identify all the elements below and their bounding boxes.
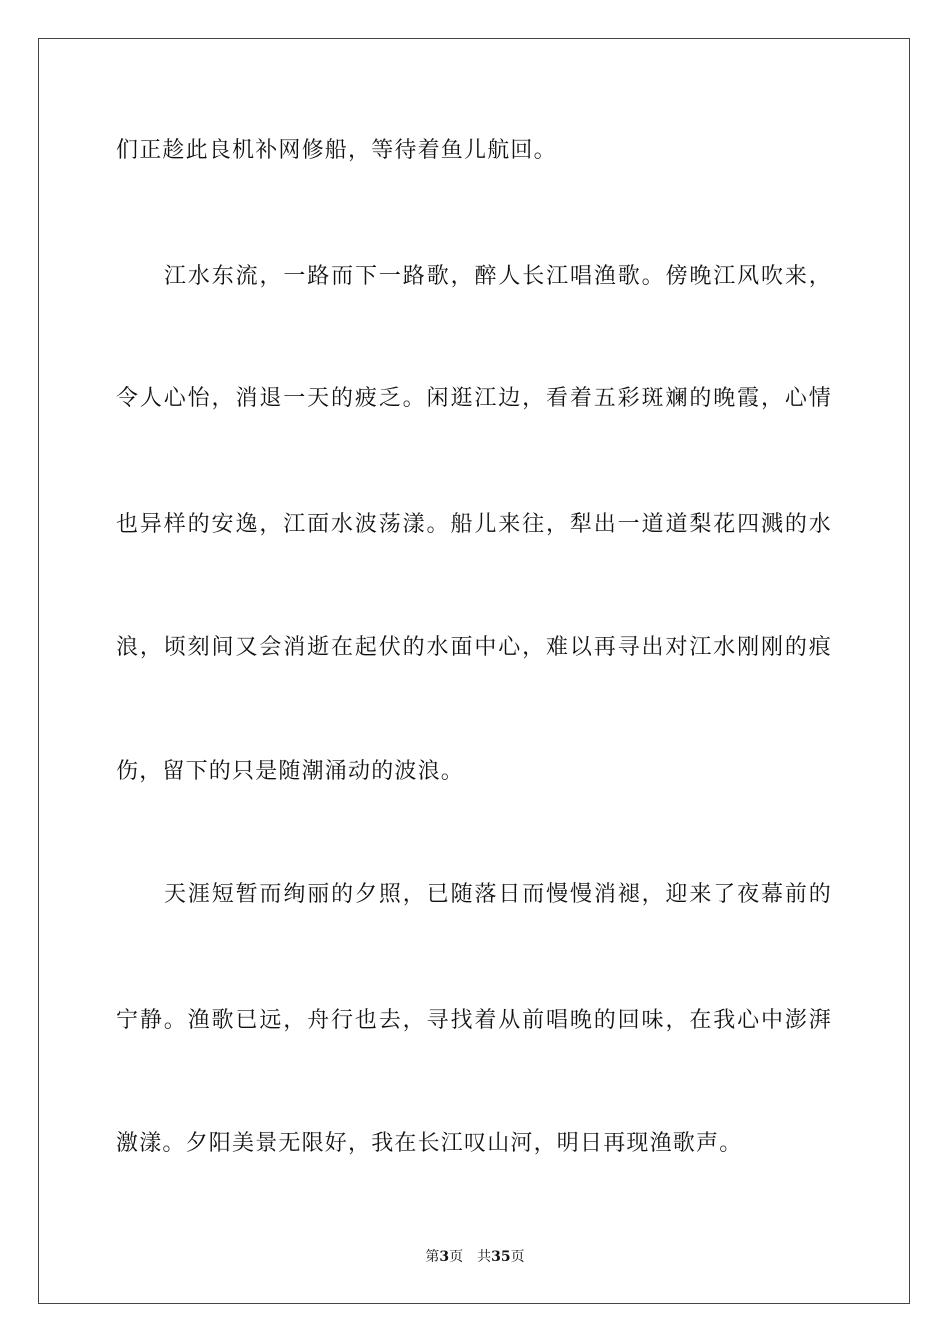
page-footer <box>0 1246 950 1266</box>
paragraph-line-7: 天涯短暂而绚丽的夕照，已随落日而慢慢消褪，迎来了夜幕前的 <box>164 882 832 907</box>
page-suffix: 页 <box>449 1249 464 1265</box>
total-prefix: 共 <box>477 1249 492 1265</box>
page-prefix: 第 <box>425 1249 440 1265</box>
paragraph-line-1: 们正趁此良机补网修船，等待着鱼儿航回。 <box>116 138 557 163</box>
total-pages: 35 <box>491 1249 511 1265</box>
paragraph-line-9: 激漾。夕阳美景无限好，我在长江叹山河，明日再现渔歌声。 <box>116 1131 743 1156</box>
paragraph-line-4: 也异样的安逸，江面水波荡漾。船儿来往，犁出一道道梨花四溅的水 <box>116 512 832 537</box>
paragraph-line-5: 浪，顷刻间又会消逝在起伏的水面中心，难以再寻出对江水刚刚的痕 <box>116 635 832 660</box>
page-number: 3 <box>439 1249 450 1265</box>
paragraph-line-2: 江水东流，一路而下一路歌，醉人长江唱渔歌。傍晚江风吹来， <box>164 264 832 289</box>
paragraph-line-3: 令人心怡，消退一天的疲乏。闲逛江边，看着五彩斑斓的晚霞，心情 <box>116 386 832 411</box>
total-suffix: 页 <box>510 1249 525 1265</box>
page-border <box>38 38 910 1304</box>
paragraph-line-8: 宁静。渔歌已远，舟行也去，寻找着从前唱晚的回味，在我心中澎湃 <box>116 1008 832 1033</box>
paragraph-line-6: 伤，留下的只是随潮涌动的波浪。 <box>116 759 465 784</box>
